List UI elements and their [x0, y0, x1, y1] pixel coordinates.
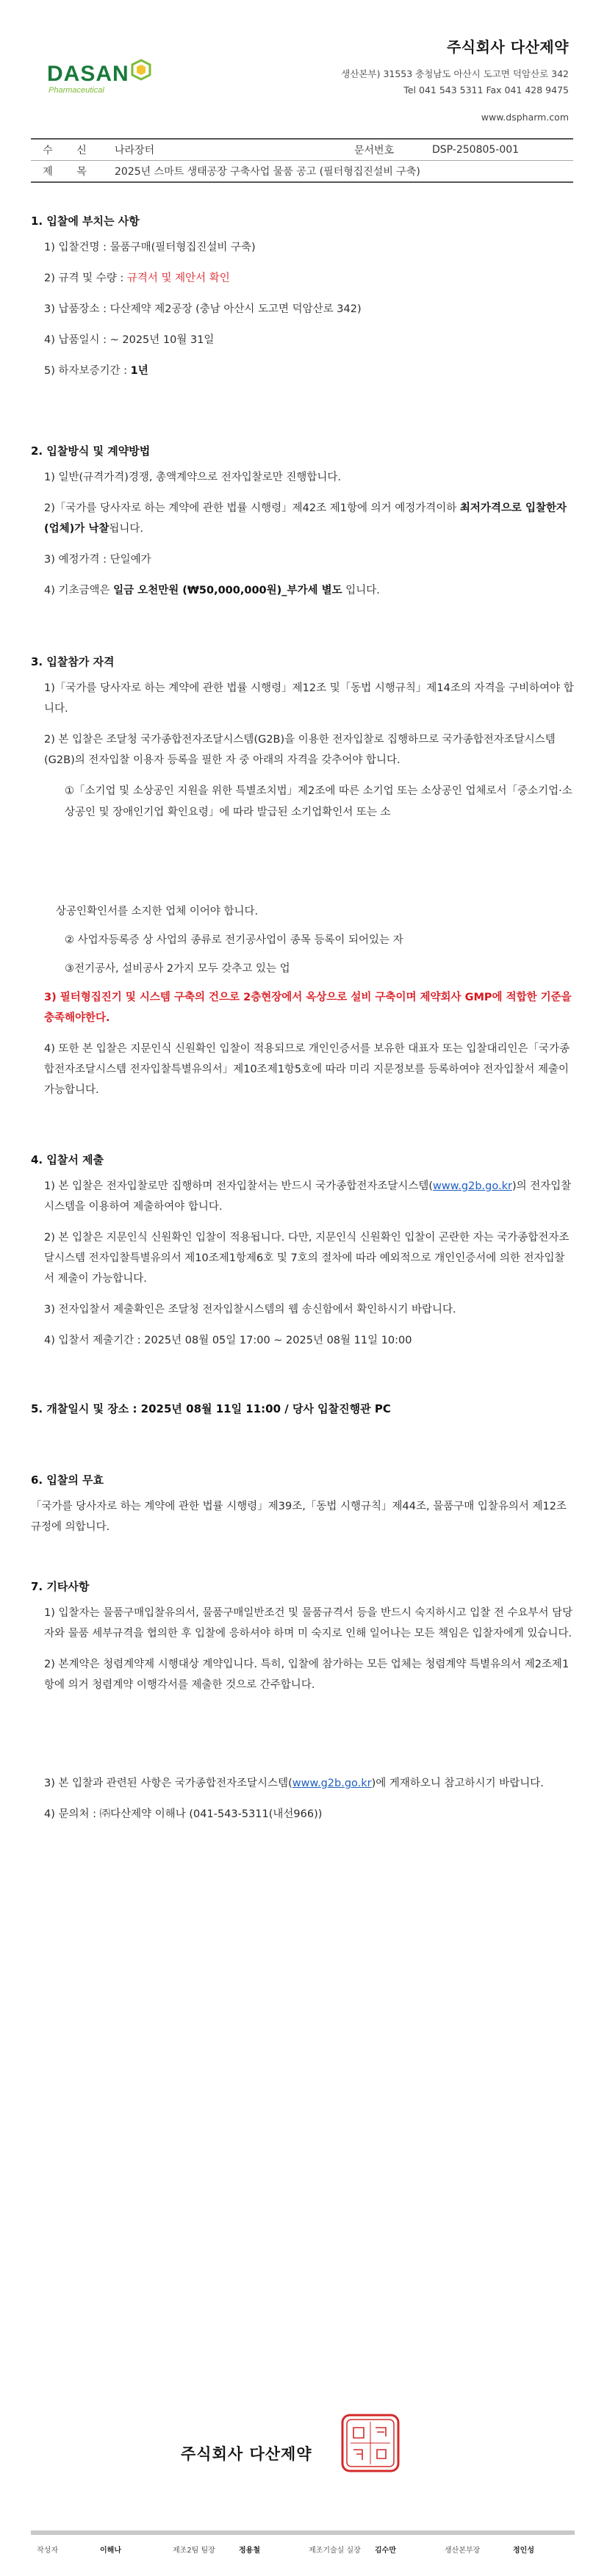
- logo-hexagon-fill-icon: [137, 65, 146, 75]
- s2-item-4-bold: 일금 오천만원 (₩50,000,000원)_부가세 별도: [113, 585, 342, 596]
- company-info: [341, 35, 569, 95]
- s3-item-4: 4) 또한 본 입찰은 지문인식 신원확인 입찰이 적용되므로 개인인증서를 보유한 대표자 또는 입찰대리인은「국가종합전자조달시스템 전자입찰특별유의서」제10조제1항5호에 따라 미리 지문정보를 등록하여야 전자입찰서 제출이 가능합니다.: [44, 1043, 570, 1096]
- s1-item-2: [31, 268, 575, 289]
- to-label: 수 신: [31, 139, 109, 161]
- s3-clause-1-cont: 상공인확인서를 소지한 업체 이어야 합니다.: [56, 906, 259, 917]
- s7-item-1: 1) 입찰자는 물품구매입찰유의서, 물품구매일반조건 및 물품규격서 등을 반드시 숙지하시고 입찰 전 수요부서 담당자와 물품 세부규격을 협의한 후 입찰에 응하셔야 하며 미 숙지로 인해 일어나는 모든 책임은 입찰자에게 있습니다.: [44, 1607, 573, 1639]
- signer-1-name: 이해나: [100, 2547, 121, 2555]
- section-6-title: 6. 입찰의 무효: [31, 1473, 104, 1487]
- s1-item-3: 3) 납품장소 : 다산제약 제2공장 (충남 아산시 도고면 덕암산로 342): [44, 303, 362, 315]
- signer-3-role: 제조기술실 실장: [309, 2547, 361, 2555]
- s3-clause-2: ② 사업자등록증 상 사업의 종류로 전기공사업이 종목 등록이 되어있는 자: [65, 934, 403, 946]
- signer-4-name: 정인성: [513, 2547, 534, 2555]
- footer-divider: [31, 2530, 575, 2535]
- s7-item-4: 4) 문의처 : ㈜다산제약 이해나 (041-543-5311(내선966)): [44, 1808, 323, 1820]
- s1-item-5-value: 1년: [130, 365, 148, 377]
- g2b-link-2[interactable]: www.g2b.go.kr: [292, 1778, 372, 1789]
- s2-item-3: 3) 예정가격 : 단일예가: [44, 554, 151, 566]
- s3-clause-3: ③전기공사, 설비공사 2가지 모두 갖추고 있는 업: [65, 963, 290, 975]
- s3-item-3: 3) 필터형집진기 및 시스템 구축의 건으로 2층현장에서 옥상으로 설비 구축이며 제약회사 GMP에 적합한 기준을 충족해야한다.: [44, 992, 572, 1024]
- subject-label: 제 목: [31, 161, 109, 183]
- s2-item-2-bold: 최저가격으로 입찰한자(업체)가 낙찰: [44, 502, 567, 535]
- s4-item-2: 2) 본 입찰은 지문인식 신원확인 입찰이 적용됩니다. 다만, 지문인식 신원확인 입찰이 곤란한 자는 국가종합전자조달시스템 전자입찰특별유의서 제10조제1항제6호 및 7호의 절차에 따라 예외적으로 개인인증서에 의한 전자입찰서 제출이 가능합니다.: [44, 1232, 570, 1285]
- section-4-title: 4. 입찰서 제출: [31, 1153, 104, 1166]
- company-address: 생산본부) 31553 충청남도 아산시 도고면 덕암산로 342: [341, 68, 569, 79]
- subject-value: 2025년 스마트 생태공장 구축사업 물품 공고 (필터형집진설비 구축): [109, 161, 573, 183]
- signer-2-role: 제조2팀 팀장: [173, 2547, 215, 2555]
- s2-item-4-tail: 입니다.: [342, 585, 380, 596]
- s4-item-3: 3) 전자입찰서 제출확인은 조달청 전자입찰시스템의 웹 송신함에서 확인하시기 바랍니다.: [44, 1304, 456, 1316]
- s4-item-1-text: 1) 본 입찰은 전자입찰로만 집행하며 전자입찰서는 반드시 국가종합전자조달시스템(: [44, 1180, 434, 1192]
- s7-item-2: 2) 본계약은 청렴계약제 시행대상 계약입니다. 특히, 입찰에 참가하는 모든 업체는 청렴계약 특별유의서 제2조제1항에 의거 청렴계약 이행각서를 제출한 것으로 간주합니다.: [44, 1659, 570, 1691]
- s1-item-2-label: 2) 규격 및 수량 :: [44, 273, 127, 284]
- s2-item-4-text: 4) 기초금액은: [44, 585, 114, 596]
- to-value: 나라장터: [109, 139, 348, 161]
- section-1-title: 1. 입찰에 부치는 사항: [31, 214, 140, 228]
- company-name: 주식회사 다산제약: [446, 38, 569, 56]
- company-website[interactable]: www.dspharm.com: [481, 112, 569, 123]
- s4-item-1: [31, 1176, 575, 1217]
- s3-item-2: 2) 본 입찰은 조달청 국가종합전자조달시스템(G2B)을 이용한 전자입찰로 집행하므로 국가종합전자조달시스템(G2B)의 전자입찰 이용자 등록을 필한 자 중 아래의 자격을 갖추어야 합니다.: [44, 734, 556, 766]
- section-3-title: 3. 입찰참가 자격: [31, 655, 115, 668]
- s1-item-5: [31, 361, 575, 381]
- s1-item-5-label: 5) 하자보증기간 :: [44, 365, 131, 377]
- signer-4-role: 생산본부장: [445, 2547, 481, 2555]
- s2-item-1: 1) 일반(규격가격)경쟁, 총액계약으로 전자입찰로만 진행합니다.: [44, 472, 342, 483]
- section-2-title: 2. 입찰방식 및 계약방법: [31, 444, 151, 458]
- s2-item-4: [31, 580, 575, 601]
- signer-1-role: 작성자: [37, 2547, 58, 2555]
- notice-body: [31, 213, 575, 1835]
- s1-item-1: 1) 입찰건명 : 물품구매(필터형집진설비 구축): [44, 242, 256, 253]
- section-5-title: 5. 개찰일시 및 장소 : 2025년 08월 11일 11:00 / 당사 입찰진행관 PC: [31, 1402, 391, 1415]
- signer-3-name: 김수만: [375, 2547, 396, 2555]
- company-seal-icon: [340, 2413, 401, 2473]
- s7-item-3-text: 3) 본 입찰과 관련된 사항은 국가종합전자조달시스템(: [44, 1778, 292, 1789]
- s1-item-4: 4) 납품일시 : ~ 2025년 10월 31일: [44, 334, 215, 346]
- docno-label: 문서번호: [348, 139, 426, 161]
- s2-item-2: [31, 498, 575, 539]
- g2b-link[interactable]: www.g2b.go.kr: [433, 1180, 512, 1192]
- section-7-title: 7. 기타사항: [31, 1580, 90, 1593]
- docno-value: DSP-250805-001: [426, 139, 573, 161]
- logo-wordmark: DASAN: [47, 62, 129, 86]
- company-contact: Tel 041 543 5311 Fax 041 428 9475: [403, 84, 569, 95]
- s1-item-2-value: 규격서 및 제안서 확인: [126, 273, 230, 284]
- s3-clause-1: ①「소기업 및 소상공인 지원을 위한 특별조치법」제2조에 따른 소기업 또는 소상공인 업체로서「중소기업·소상공인 및 장애인기업 확인요령」에 따라 발급된 소기업확인서 또는 소: [65, 785, 572, 818]
- doc-info-table: [31, 138, 573, 183]
- s6-paragraph: 「국가를 당사자로 하는 계약에 관한 법률 시행령」제39조,「동법 시행규칙」제44조, 물품구매 입찰유의서 제12조 규정에 의합니다.: [31, 1501, 567, 1533]
- s2-item-2-text: 2)「국가를 당사자로 하는 계약에 관한 법률 시행령」제42조 제1항에 의거 예정가격이하: [44, 502, 460, 514]
- s7-item-3: [31, 1773, 575, 1794]
- signer-2-name: 정용철: [239, 2547, 260, 2555]
- logo-subtext: Pharmaceutical: [49, 86, 104, 95]
- company-logo: [47, 57, 157, 101]
- s7-item-3-tail: )에 게재하오니 참고하시기 바랍니다.: [371, 1778, 544, 1789]
- s3-item-1: 1)「국가를 당사자로 하는 계약에 관한 법률 시행령」제12조 및「동법 시행규칙」제14조의 자격을 구비하여야 합니다.: [44, 682, 574, 715]
- s2-item-2-tail: 됩니다.: [109, 523, 143, 535]
- s4-item-4: 4) 입찰서 제출기간 : 2025년 08월 05일 17:00 ~ 2025년 08월 11일 10:00: [44, 1335, 412, 1346]
- footer-company-name: 주식회사 다산제약: [181, 2445, 312, 2463]
- s4-item-1-tail: )의 전자입찰시스템을 이용하여 제출하여야 합니다.: [44, 1180, 572, 1213]
